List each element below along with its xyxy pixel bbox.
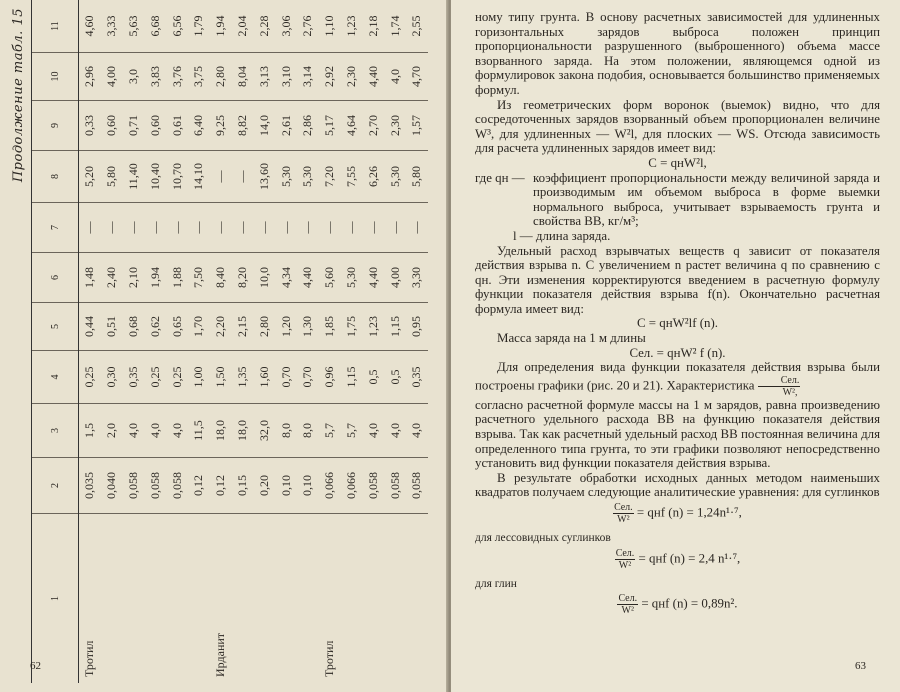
table-cell: 1,23 [362,302,384,350]
table-cell: 5,30 [384,150,406,202]
table-cell: 2,61 [275,100,297,150]
table-cell: Ирданит [210,513,232,683]
table-cell [232,513,254,683]
table-cell: 2,80 [253,302,275,350]
table-cell: — [210,202,232,252]
table-cell: 0,30 [101,350,123,403]
table-row [188,0,210,683]
table-cell: 3,14 [297,52,319,100]
table-cell: 0,12 [210,457,232,513]
table-cell: 0,25 [144,350,166,403]
table-cell: 2,0 [101,403,123,457]
fraction-numerator: Cел. [614,502,633,513]
table-cell: 0,25 [166,350,188,403]
table-cell: 32,0 [253,403,275,457]
table-cell: 1,48 [79,252,101,302]
page-number-left: 62 [30,660,41,672]
fraction-numerator: Cел. [758,375,801,387]
table-cell: 3,83 [144,52,166,100]
table-cell: 0,058 [384,457,406,513]
table-cell: 2,04 [234,15,249,37]
table-cell: 5,80 [406,150,428,202]
table-cell: 1,79 [191,15,206,37]
equation [475,548,880,571]
table-cell: 8,40 [210,252,232,302]
table-cell: 5,30 [341,252,363,302]
table-cell: — [210,150,232,202]
table-cell: 0,066 [341,457,363,513]
table-cell: 1,23 [343,15,358,37]
page-text [475,10,880,622]
paragraph: Из геометрических форм воронок (выемок) видно, что для сосредоточенных зарядов взорванный объем пропорционален величине W³, для удлиненных — W²l, для плоских — WS. Отсюда зависимость для расчета удлиненных зарядов имеет вид: [475,97,880,156]
paragraph [475,360,880,398]
table-cell: 2,28 [256,15,271,37]
definition: l — длина заряда. [513,228,611,243]
table-cell: — [297,202,319,252]
table-cell: 0,33 [79,100,101,150]
table-row [253,0,275,683]
label: для лессовидных суглинков [475,532,611,544]
fraction-numerator: Cел. [618,593,638,605]
table-cell: 2,10 [123,252,145,302]
table-cell: 0,058 [362,457,384,513]
table-cell: 2,76 [300,15,315,37]
paragraph: В результате обработки исходных данных методом наименьших квадратов получаем следующие аналитические уравнения: для суглинков [475,470,880,500]
column-header: 2 [32,457,78,513]
table-cell: 0,35 [123,350,145,403]
table-cell: 5,63 [125,15,140,37]
table-cell: 18,0 [210,403,232,457]
table-cell: 3,76 [166,52,188,100]
table-cell: 3,30 [406,252,428,302]
table-cell: 0,10 [297,457,319,513]
table-cell: 3,0 [123,52,145,100]
table-cell: — [188,202,210,252]
table-cell: 7,50 [188,252,210,302]
table-cell: 0,95 [406,302,428,350]
table-cell [384,513,406,683]
fraction-numerator: Cел. [615,547,635,559]
table-cell [166,513,188,683]
table-row [362,0,384,683]
table-cell: — [79,202,101,252]
table-cell: 0,5 [384,350,406,403]
table-cell: 4,00 [101,52,123,100]
column-header: 11 [49,21,61,31]
column-header: 6 [32,252,78,302]
table-cell: 0,44 [79,302,101,350]
column-header: 1 [32,513,78,683]
table-cell: — [253,202,275,252]
table-cell: 1,50 [210,350,232,403]
table-cell: 1,00 [188,350,210,403]
table-cell: 11,5 [188,403,210,457]
table-cell: 0,035 [79,457,101,513]
column-header: 9 [32,100,78,150]
table-cell: 18,0 [232,403,254,457]
table-cell: 0,35 [406,350,428,403]
table-cell [101,513,123,683]
table-cell: 2,92 [319,52,341,100]
table-cell: 0,70 [275,350,297,403]
table-cell: 6,68 [147,15,162,37]
column-header: 5 [32,302,78,350]
table-cell: — [101,202,123,252]
table-cell: 0,10 [275,457,297,513]
table-cell [253,513,275,683]
rotated-table-area [9,0,424,683]
table-cell: 5,80 [101,150,123,202]
table-cell: 0,5 [362,350,384,403]
table-cell: 4,0 [362,403,384,457]
table-cell: 0,96 [319,350,341,403]
table-cell: 4,0 [144,403,166,457]
table-row [144,0,166,683]
table-cell: 8,20 [232,252,254,302]
right-page [451,0,900,692]
table-cell: — [123,202,145,252]
table-cell: 0,61 [166,100,188,150]
fraction-denominator: W² [621,605,634,617]
paragraph: ному типу грунта. В основу расчетных зависимостей для удлиненных горизонтальных зарядов выброса положен принцип пропорциональности разрушенного (выброшенного) объема массе взорванного заряда. На этом положении, являющемся одной из формулировок закона подобия, основывается большинство применяемых формул. [475,10,880,97]
table-cell: 8,0 [275,403,297,457]
table-cell: 3,13 [253,52,275,100]
left-page [0,0,449,692]
table-cell: — [275,202,297,252]
table-cell: 1,75 [341,302,363,350]
table-cell: 10,40 [144,150,166,202]
table-row [275,0,297,683]
table-cell: 3,33 [104,15,119,37]
table-cell: 1,60 [253,350,275,403]
table-cell: 1,10 [322,15,337,37]
table-cell: 0,62 [144,302,166,350]
table-row [123,0,145,683]
table-cell: 4,0 [166,403,188,457]
table-cell: 2,40 [101,252,123,302]
table-cell: 1,35 [232,350,254,403]
table-cell: 1,30 [297,302,319,350]
table-cell: 0,68 [123,302,145,350]
table-cell: — [319,202,341,252]
equation-rhs: = qнf (n) = 2,4 n¹·⁷, [638,551,741,566]
table-cell: 0,71 [123,100,145,150]
table-row [406,0,428,683]
table-cell: 5,17 [319,100,341,150]
table-cell: 4,0 [406,403,428,457]
table-cell: 13,60 [253,150,275,202]
formula: Cел. = qнW² f (n). [629,345,726,360]
table-cell: 4,40 [362,252,384,302]
table-cell: 2,20 [210,302,232,350]
table-cell: 3,06 [278,15,293,37]
table-cell: 14,10 [188,150,210,202]
table-cell: — [232,202,254,252]
table-cell: 3,75 [188,52,210,100]
table-cell: 4,0 [123,403,145,457]
table-cell [297,513,319,683]
equation-rhs: = qнf (n) = 0,89n². [641,596,738,611]
table-cell: 4,40 [297,252,319,302]
definition-term: где qн — [475,170,525,185]
table-row [79,0,101,683]
equation [475,593,880,616]
table-cell: 2,18 [365,15,380,37]
table-cell: Тротил [319,513,341,683]
table-caption: Продолжение табл. 15 [11,8,26,183]
table-cell: 0,058 [144,457,166,513]
table-cell: 2,15 [232,302,254,350]
table-cell: 0,60 [101,100,123,150]
paragraph: Удельный расход взрывчатых веществ q зависит от показателя действия взрыва n. С увеличением n растет величина q по сравнению с qн. Эти изменения корректируются введением в расчетную формулу функции показателя действия взрыва f(n). Окончательно расчетная формула имеет вид: [475,243,880,316]
paragraph: Масса заряда на 1 м длины [497,331,646,346]
table-cell: 8,04 [232,52,254,100]
formula: C = qнW²l, [648,155,707,170]
table-cell: 10,0 [253,252,275,302]
table-cell: 4,70 [406,52,428,100]
table-cell: 5,30 [297,150,319,202]
fraction-denominator: W² [617,514,630,525]
equation-rhs: = qнf (n) = 1,24n¹·⁷, [636,505,742,520]
table-row [341,0,363,683]
table-cell: 2,55 [409,15,424,37]
table-cell: 0,60 [144,100,166,150]
table-cell: — [166,202,188,252]
table-row [232,0,254,683]
table-cell: 4,34 [275,252,297,302]
table-cell: 5,60 [319,252,341,302]
paragraph: согласно расчетной формуле массы на 1 м зарядов, равна произведению расчетного удельного расхода ВВ на функцию показателя действия взрыва. Так как расчетный удельный расход ВВ постоянная величина для определенного типа грунта, то эти графики позволяют непосредственно установить вид функции показателя действия взрыва. [475,397,880,471]
table-cell: 6,40 [188,100,210,150]
table-cell: 4,0 [384,403,406,457]
table-cell: 1,88 [166,252,188,302]
table-cell: 1,85 [319,302,341,350]
label: для глин [475,577,517,590]
table-cell: 2,96 [79,52,101,100]
table-cell: — [341,202,363,252]
table-cell: 0,15 [232,457,254,513]
table-cell: 1,15 [341,350,363,403]
table-cell: 4,64 [341,100,363,150]
table-cell: 0,25 [79,350,101,403]
table-cell: 1,74 [387,15,402,37]
table-cell: 4,0 [384,52,406,100]
table-cell: 1,94 [144,252,166,302]
table-row [319,0,341,683]
fraction-denominator: W², [782,386,798,398]
table-cell: 4,00 [384,252,406,302]
column-header: 10 [32,52,78,100]
table-cell: 0,51 [101,302,123,350]
table-cell: 14,0 [253,100,275,150]
table-cell: 0,058 [123,457,145,513]
table-cell: 5,7 [341,403,363,457]
fraction-denominator: W² [618,559,632,571]
table-cell: 1,5 [79,403,101,457]
table-cell: 8,0 [297,403,319,457]
table-cell: — [384,202,406,252]
fraction [758,375,801,398]
table-cell: 6,56 [169,15,184,37]
table-cell: 9,25 [210,100,232,150]
table-cell: 2,30 [384,100,406,150]
definition [475,171,880,229]
table-cell: 10,70 [166,150,188,202]
table-cell: 0,040 [101,457,123,513]
table-cell: Тротил [79,513,101,683]
table-cell: 2,30 [341,52,363,100]
table-cell: 0,20 [253,457,275,513]
table-row [210,0,232,683]
table-cell: 0,70 [297,350,319,403]
table-cell: — [144,202,166,252]
formula: C = qнW²lf (n). [636,316,719,331]
table-cell: 2,70 [362,100,384,150]
table-cell: 2,86 [297,100,319,150]
table-cell: 4,60 [82,15,97,37]
table-cell [406,513,428,683]
column-header: 3 [32,403,78,457]
column-header: 4 [32,350,78,403]
table-cell: — [232,150,254,202]
column-header: 8 [32,150,78,202]
column-header: 7 [32,202,78,252]
table-cell: 1,20 [275,302,297,350]
table-cell: 1,15 [384,302,406,350]
table-cell: 1,94 [213,15,228,37]
table-cell: 0,12 [188,457,210,513]
table-cell: 6,26 [362,150,384,202]
page-number-right: 63 [855,660,866,672]
table-cell: 0,65 [166,302,188,350]
table-cell [275,513,297,683]
table-cell: 5,30 [275,150,297,202]
table-cell: 0,058 [166,457,188,513]
table-cell: 7,55 [341,150,363,202]
table-cell: 7,20 [319,150,341,202]
table-cell [362,513,384,683]
table-cell [188,513,210,683]
table-row [297,0,319,683]
definition-text: коэффициент пропорциональности между величиной заряда и производимым им объемом выброса в форме выемки нормального выброса, учитывает взрываемость грунта и свойства ВВ, кг/м³; [533,170,880,229]
table-cell: 5,7 [319,403,341,457]
table-cell: 2,80 [210,52,232,100]
table-cell: 11,40 [123,150,145,202]
equation [475,502,880,525]
table-cell: 1,57 [406,100,428,150]
table-cell: 3,10 [275,52,297,100]
table-cell: — [406,202,428,252]
table-row [384,0,406,683]
table-header-row [31,0,79,683]
paragraph-text: Для определения вида функции показателя действия взрыва были построены графики (рис. 20 и 21). Характеристика [475,360,880,393]
table-cell [341,513,363,683]
table-cell: 4,40 [362,52,384,100]
table-row [166,0,188,683]
table-cell: 1,70 [188,302,210,350]
table-cell: 0,058 [406,457,428,513]
data-table [31,0,428,683]
table-cell: — [362,202,384,252]
table-row [101,0,123,683]
table-cell: 5,20 [79,150,101,202]
table-cell: 0,066 [319,457,341,513]
table-cell: 8,82 [232,100,254,150]
table-cell [123,513,145,683]
table-cell [144,513,166,683]
